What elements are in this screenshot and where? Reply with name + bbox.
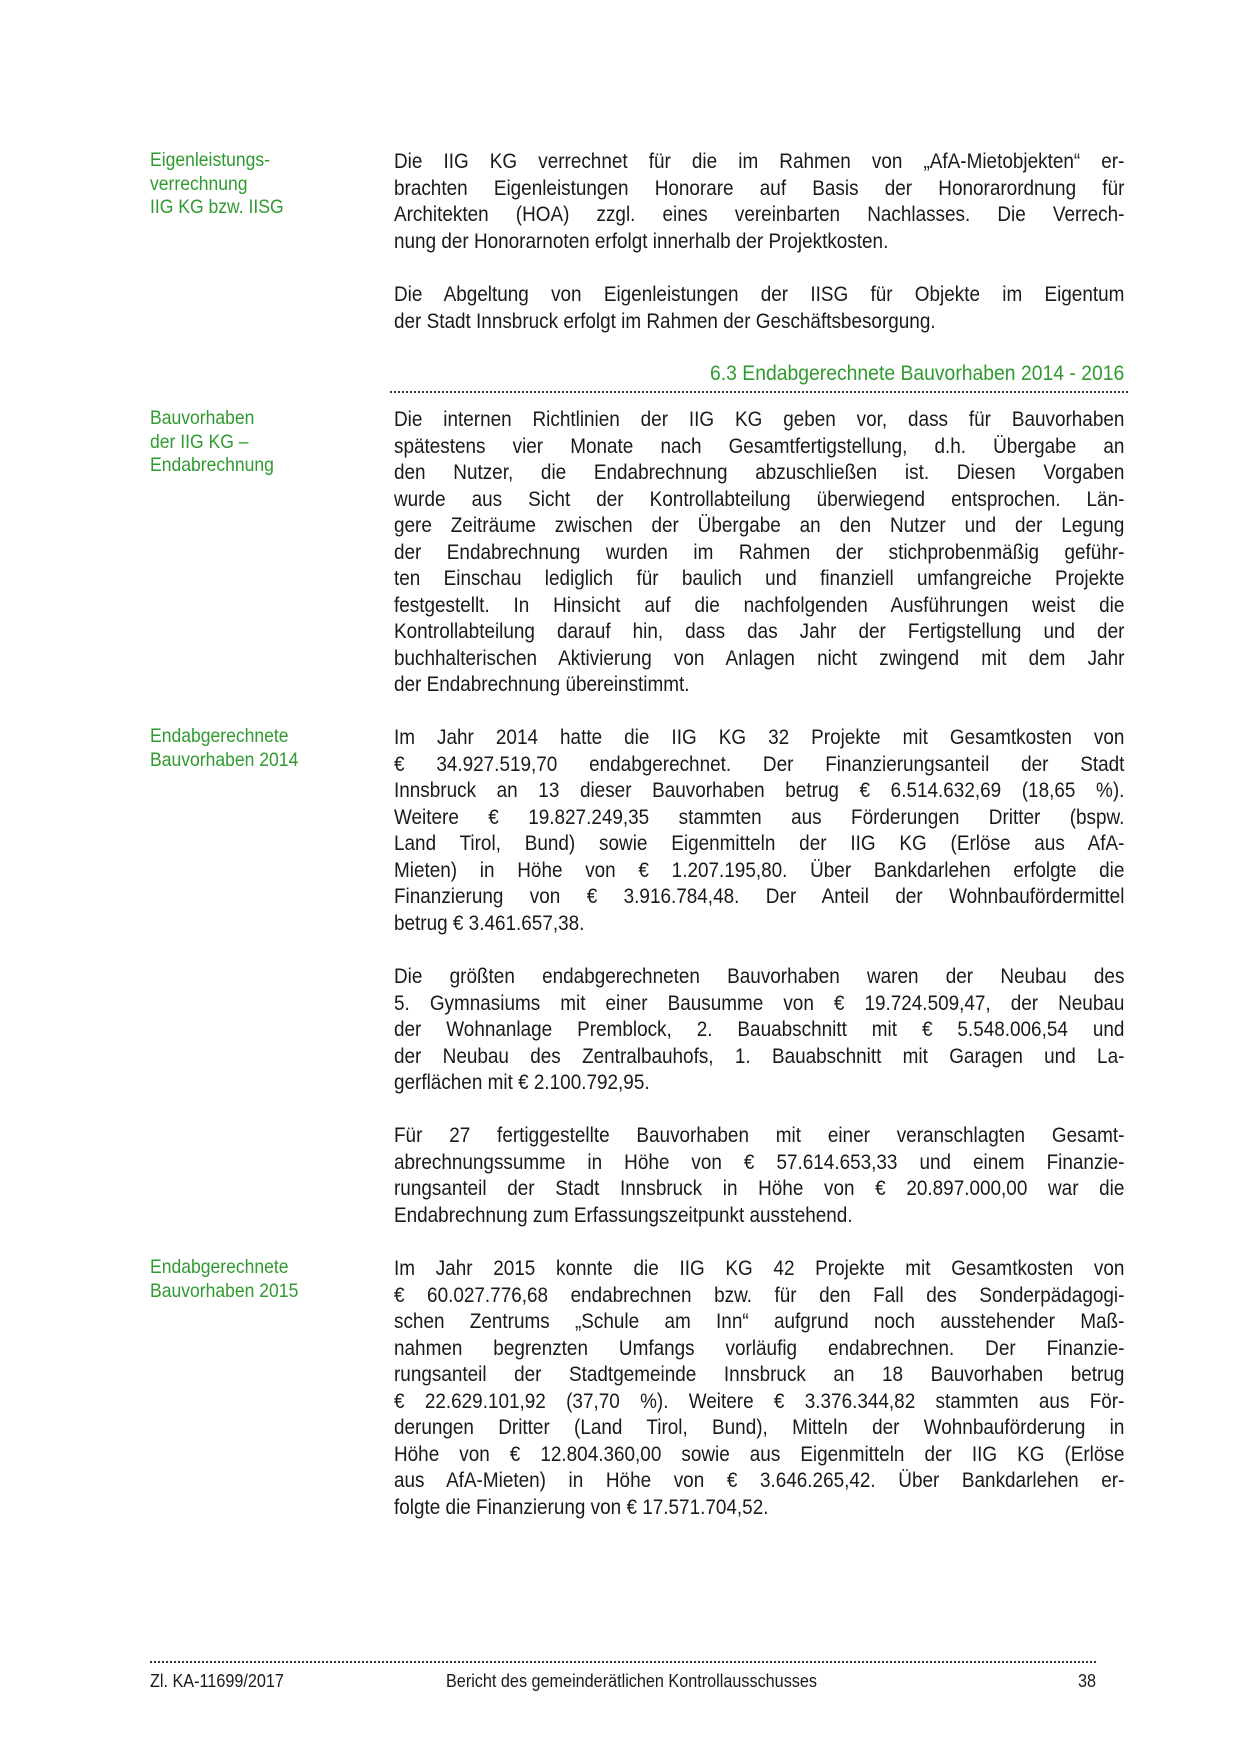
text-line: rungsanteil der Stadtgemeinde Innsbruck an 18 Bauvorhaben betrug: [394, 1362, 1125, 1386]
text-line: der Endabrechnung wurden im Rahmen der stichprobenmäßig geführ-: [394, 539, 1125, 564]
text-line: Innsbruck an 13 dieser Bauvorhaben betrug € 6.514.632,69 (18,65 %).: [394, 778, 1125, 802]
text-line: abrechnungssumme in Höhe von € 57.614.653,33 und einem Finanzie-: [394, 1149, 1125, 1174]
text-line: der Neubau des Zentralbauhofs, 1. Bauabschnitt mit Garagen und La-: [394, 1043, 1125, 1068]
paragraph-ausstehend: [394, 1122, 1124, 1228]
text-line: festgestellt. In Hinsicht auf die nachfolgenden Ausführungen weist die: [394, 592, 1125, 617]
text-line: Architekten (HOA) zzgl. eines vereinbarten Nachlasses. Die Verrech-: [394, 202, 1125, 226]
text-line: Die IIG KG verrechnet für die im Rahmen von „AfA-Mietobjekten“ er-: [394, 149, 1125, 173]
margin-label-2015: [150, 1256, 357, 1303]
paragraph-2014: [394, 724, 1124, 936]
text-line: folgte die Finanzierung von € 17.571.704,52.: [394, 1494, 769, 1519]
label-line: Bauvorhaben: [150, 407, 255, 429]
page-number: 38: [1078, 1671, 1097, 1691]
label-line: verrechnung: [150, 172, 248, 195]
margin-label-2014: [150, 725, 357, 772]
text-line: derungen Dritter (Land Tirol, Bund), Mitteln der Wohnbauförderung in: [394, 1415, 1125, 1439]
text-line: der Endabrechnung übereinstimmt.: [394, 672, 690, 696]
text-line: € 60.027.776,68 endabrechnen bzw. für den Fall des Sonderpädagogi-: [394, 1282, 1125, 1307]
section-heading: [394, 360, 1124, 386]
text-line: gere Zeiträume zwischen der Übergabe an den Nutzer und der Legung: [394, 513, 1125, 537]
text-line: schen Zentrums „Schule am Inn“ aufgrund noch ausstehender Maß-: [394, 1309, 1125, 1333]
text-line: Die Abgeltung von Eigenleistungen der IISG für Objekte im Eigentum: [394, 282, 1125, 306]
text-line: rungsanteil der Stadt Innsbruck in Höhe von € 20.897.000,00 war die: [394, 1176, 1125, 1200]
text-line: den Nutzer, die Endabrechnung abzuschließen ist. Diesen Vorgaben: [394, 460, 1125, 484]
label-line: Endabgerechnete: [150, 725, 289, 747]
margin-label-endabrechnung: [150, 407, 357, 478]
text-line: Weitere € 19.827.249,35 stammten aus Förderungen Dritter (bspw.: [394, 804, 1125, 829]
paragraph-2015: [394, 1255, 1124, 1520]
text-line: brachten Eigenleistungen Honorare auf Basis der Honorarordnung für: [394, 175, 1125, 200]
label-line: Bauvorhaben 2014: [150, 748, 299, 771]
text-line: betrug € 3.461.657,38.: [394, 910, 585, 935]
text-line: ten Einschau lediglich für baulich und finanziell umfangreiche Projekte: [394, 566, 1125, 590]
text-line: Höhe von € 12.804.360,00 sowie aus Eigenmitteln der IIG KG (Erlöse: [394, 1441, 1125, 1466]
text-line: Finanzierung von € 3.916.784,48. Der Anteil der Wohnbaufördermittel: [394, 884, 1125, 908]
label-line: Eigenleistungs-: [150, 149, 271, 171]
section-heading-text: 6.3 Endabgerechnete Bauvorhaben 2014 - 2016: [709, 361, 1124, 385]
text-line: nung der Honorarnoten erfolgt innerhalb der Projektkosten.: [394, 228, 889, 253]
heading-divider: [390, 391, 1128, 393]
paragraph-eigenleistung: [394, 148, 1124, 254]
paragraph-richtlinien: [394, 406, 1124, 698]
text-line: spätestens vier Monate nach Gesamtfertigstellung, d.h. Übergabe an: [394, 433, 1125, 458]
text-line: Im Jahr 2014 hatte die IIG KG 32 Projekte mit Gesamtkosten von: [394, 725, 1125, 749]
text-line: Im Jahr 2015 konnte die IIG KG 42 Projekte mit Gesamtkosten von: [394, 1256, 1125, 1280]
paragraph-groesste-bauvorhaben: [394, 963, 1124, 1096]
text-line: gerflächen mit € 2.100.792,95.: [394, 1070, 650, 1094]
text-line: buchhalterischen Aktivierung von Anlagen nicht zwingend mit dem Jahr: [394, 645, 1125, 670]
text-line: der Stadt Innsbruck erfolgt im Rahmen der Geschäftsbesorgung.: [394, 308, 936, 333]
paragraph-abgeltung: [394, 281, 1124, 334]
label-line: Endabgerechnete: [150, 1256, 289, 1278]
label-line: Endabrechnung: [150, 454, 274, 477]
text-line: wurde aus Sicht der Kontrollabteilung überwiegend entsprochen. Län-: [394, 486, 1125, 511]
label-line: Bauvorhaben 2015: [150, 1279, 299, 1302]
margin-label-eigenleistung: [150, 149, 357, 220]
text-line: 5. Gymnasiums mit einer Bausumme von € 19.724.509,47, der Neubau: [394, 990, 1125, 1015]
text-line: € 22.629.101,92 (37,70 %). Weitere € 3.376.344,82 stammten aus För-: [394, 1388, 1125, 1413]
text-line: € 34.927.519,70 endabgerechnet. Der Finanzierungsanteil der Stadt: [394, 751, 1125, 776]
footer-reference: Zl. KA-11699/2017: [150, 1671, 284, 1691]
text-line: aus AfA-Mieten) in Höhe von € 3.646.265,42. Über Bankdarlehen er-: [394, 1468, 1125, 1492]
label-line: der IIG KG –: [150, 430, 249, 453]
footer-title: Bericht des gemeinderätlichen Kontrollausschusses: [446, 1671, 818, 1691]
text-line: der Wohnanlage Premblock, 2. Bauabschnitt mit € 5.548.006,54 und: [394, 1017, 1125, 1041]
footer-divider: [150, 1661, 1096, 1663]
text-line: Kontrollabteilung darauf hin, dass das Jahr der Fertigstellung und der: [394, 619, 1125, 643]
label-line: IIG KG bzw. IISG: [150, 196, 284, 219]
text-line: Die größten endabgerechneten Bauvorhaben waren der Neubau des: [394, 964, 1125, 988]
text-line: Mieten) in Höhe von € 1.207.195,80. Über Bankdarlehen erfolgte die: [394, 857, 1125, 882]
text-line: Die internen Richtlinien der IIG KG geben vor, dass für Bauvorhaben: [394, 407, 1125, 431]
text-line: Endabrechnung zum Erfassungszeitpunkt ausstehend.: [394, 1202, 853, 1227]
text-line: Land Tirol, Bund) sowie Eigenmitteln der IIG KG (Erlöse aus AfA-: [394, 831, 1125, 855]
text-line: Für 27 fertiggestellte Bauvorhaben mit einer veranschlagten Gesamt-: [394, 1123, 1125, 1147]
text-line: nahmen begrenzten Umfangs vorläufig endabrechnen. Der Finanzie-: [394, 1335, 1125, 1360]
